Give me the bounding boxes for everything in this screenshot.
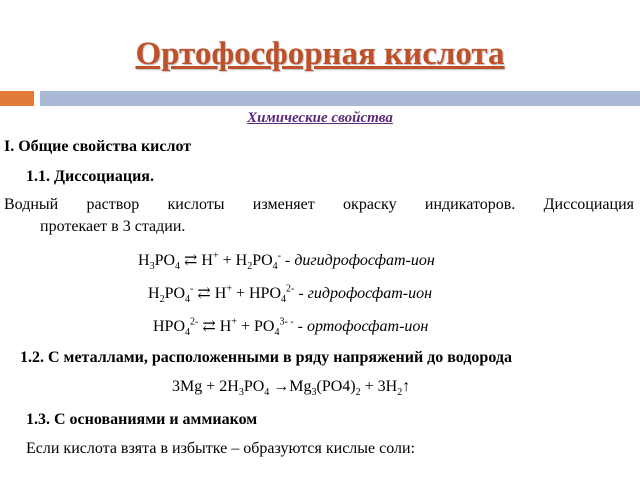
paragraph-line-2: протекает в 3 стадии. <box>40 218 186 235</box>
equation-4: $3Mg + 2H_3PO_4 \to Mg_3(PO4)_2$ + $3H_2↑$ <box>172 378 411 399</box>
subtitle: Химические свойства <box>247 110 393 126</box>
section-heading: I. Общие свойства кислот <box>4 138 192 155</box>
equation-2: $H_2PO_4^-$ ⇄ $H^+ + HPO_4^{2-}$ - гидрофосфат-ион <box>148 283 433 306</box>
accent-bar-orange <box>0 91 34 106</box>
page-title: Ортофосфорная кислота <box>135 36 505 72</box>
paragraph-excess-acid: Если кислота взята в избытке – образуются кислые соли: <box>26 440 416 457</box>
paragraph-line-1: Водный раствор кислоты изменяет окраску индикаторов. Диссоциация <box>4 196 634 213</box>
subsection-heading-bases: 1.3. С основаниями и аммиаком <box>26 411 258 428</box>
equation-1: $H_3PO_4$ ⇄ $H^+ + H_2PO_4^-$ - дигидрофосфат-ион <box>138 250 435 273</box>
accent-bar-blue <box>40 91 640 106</box>
equation-3: $HPO_4^{2-}$ ⇄ $H^+ + PO_4^{3- -}$ - ортофосфат-ион <box>153 316 429 339</box>
subsection-heading-metals: 1.2. С металлами, расположенными в ряду напряжений до водорода <box>20 349 512 366</box>
subsection-heading-dissociation: 1.1. Диссоциация. <box>26 168 154 185</box>
